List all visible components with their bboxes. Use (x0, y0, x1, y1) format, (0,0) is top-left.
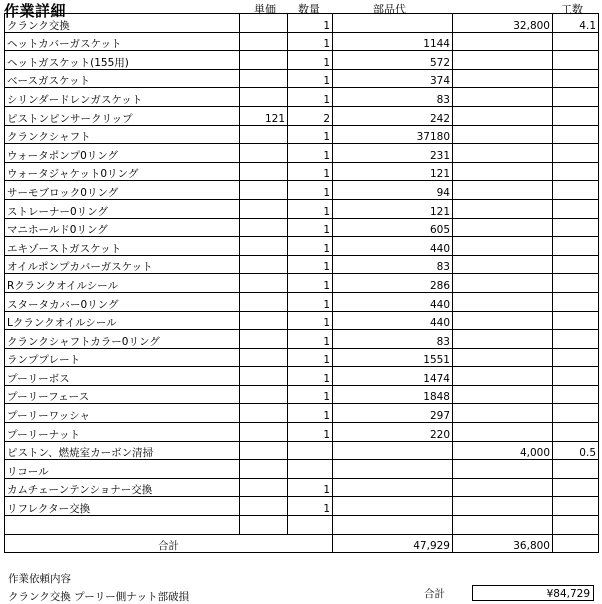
labor-hours-cell: 0.5 (553, 441, 599, 460)
quantity-cell: 1 (288, 69, 333, 88)
unit-price-cell (240, 497, 288, 516)
parts-cost-cell (333, 441, 453, 460)
unit-price-cell: 121 (240, 106, 288, 125)
item-name-cell: リコール (5, 460, 240, 479)
quantity-cell: 1 (288, 348, 333, 367)
labor-cost-cell (453, 125, 553, 144)
table-row (5, 441, 599, 460)
table-row (5, 199, 599, 218)
labor-cost-cell (453, 144, 553, 163)
item-name-cell: ベースガスケット (5, 69, 240, 88)
sheet-title: 作業詳細 (4, 2, 67, 20)
parts-cost-cell: 286 (333, 274, 453, 293)
item-name-cell: マニホールド0リング (5, 218, 240, 237)
parts-cost-cell: 440 (333, 237, 453, 256)
subtotal-row (5, 534, 599, 553)
table-row (5, 88, 599, 107)
parts-cost-cell: 94 (333, 181, 453, 200)
subtotal-empty-cell (553, 534, 599, 553)
quantity-cell: 1 (288, 162, 333, 181)
unit-price-cell (240, 199, 288, 218)
labor-cost-cell: 4,000 (453, 441, 553, 460)
detail-rows (5, 14, 599, 535)
item-name-cell: ヘットカバーガスケット (5, 32, 240, 51)
parts-cost-cell: 231 (333, 144, 453, 163)
subtotal-parts: 47,929 (333, 534, 453, 553)
labor-hours-cell (553, 237, 599, 256)
unit-price-cell (240, 69, 288, 88)
quantity-cell: 1 (288, 311, 333, 330)
labor-cost-cell (453, 460, 553, 479)
table-row (5, 292, 599, 311)
parts-cost-cell: 440 (333, 292, 453, 311)
labor-cost-cell (453, 51, 553, 70)
quantity-cell (288, 516, 333, 535)
labor-hours-cell (553, 311, 599, 330)
labor-cost-cell (453, 106, 553, 125)
table-row (5, 106, 599, 125)
unit-price-cell (240, 218, 288, 237)
header-unit-price: 単価 (254, 3, 276, 16)
quantity-cell: 1 (288, 181, 333, 200)
unit-price-cell (240, 88, 288, 107)
parts-cost-cell (333, 478, 453, 497)
labor-hours-cell (553, 404, 599, 423)
labor-cost-cell (453, 311, 553, 330)
parts-cost-cell: 1551 (333, 348, 453, 367)
item-name-cell: Lクランクオイルシール (5, 311, 240, 330)
parts-cost-cell: 121 (333, 162, 453, 181)
parts-cost-cell: 83 (333, 255, 453, 274)
table-row (5, 423, 599, 442)
unit-price-cell (240, 385, 288, 404)
labor-cost-cell (453, 330, 553, 349)
header-parts-cost: 部品代 (373, 3, 406, 16)
table-row (5, 516, 599, 535)
item-name-cell: ストレーナー0リング (5, 199, 240, 218)
labor-cost-cell (453, 199, 553, 218)
labor-cost-cell (453, 385, 553, 404)
labor-hours-cell (553, 460, 599, 479)
unit-price-cell (240, 367, 288, 386)
unit-price-cell (240, 460, 288, 479)
table-row (5, 478, 599, 497)
parts-cost-cell (333, 516, 453, 535)
item-name-cell: クランクシャフトカラー0リング (5, 330, 240, 349)
parts-cost-cell: 83 (333, 88, 453, 107)
unit-price-cell (240, 181, 288, 200)
labor-hours-cell (553, 516, 599, 535)
subtotal-labor: 36,800 (453, 534, 553, 553)
table-row (5, 311, 599, 330)
labor-cost-cell (453, 181, 553, 200)
unit-price-cell (240, 255, 288, 274)
labor-hours-cell (553, 144, 599, 163)
quantity-cell: 1 (288, 404, 333, 423)
unit-price-cell (240, 348, 288, 367)
quantity-cell: 1 (288, 292, 333, 311)
unit-price-cell (240, 423, 288, 442)
item-name-cell: サーモブロック0リング (5, 181, 240, 200)
labor-hours-cell (553, 497, 599, 516)
item-name-cell: ピストンピンサークリップ (5, 106, 240, 125)
parts-cost-cell: 605 (333, 218, 453, 237)
quantity-cell: 1 (288, 274, 333, 293)
item-name-cell: ウォータジャケット0リング (5, 162, 240, 181)
labor-hours-cell (553, 274, 599, 293)
labor-hours-cell: 4.1 (553, 14, 599, 33)
parts-cost-cell: 1848 (333, 385, 453, 404)
parts-cost-cell (333, 497, 453, 516)
table-row (5, 51, 599, 70)
detail-table (4, 13, 599, 553)
table-row (5, 385, 599, 404)
item-name-cell: プーリーボス (5, 367, 240, 386)
quantity-cell: 1 (288, 51, 333, 70)
quantity-cell (288, 460, 333, 479)
parts-cost-cell: 220 (333, 423, 453, 442)
unit-price-cell (240, 478, 288, 497)
labor-hours-cell (553, 292, 599, 311)
parts-cost-cell: 297 (333, 404, 453, 423)
parts-cost-cell: 83 (333, 330, 453, 349)
unit-price-cell (240, 441, 288, 460)
table-row (5, 348, 599, 367)
quantity-cell: 1 (288, 255, 333, 274)
labor-cost-cell (453, 162, 553, 181)
quantity-cell: 1 (288, 385, 333, 404)
labor-cost-cell (453, 88, 553, 107)
quantity-cell: 1 (288, 32, 333, 51)
unit-price-cell (240, 125, 288, 144)
quantity-cell: 1 (288, 478, 333, 497)
subtotal-label: 合計 (5, 534, 333, 553)
item-name-cell (5, 516, 240, 535)
table-row (5, 497, 599, 516)
item-name-cell: クランクシャフト (5, 125, 240, 144)
item-name-cell: プーリーフェース (5, 385, 240, 404)
unit-price-cell (240, 274, 288, 293)
parts-cost-cell: 37180 (333, 125, 453, 144)
unit-price-cell (240, 51, 288, 70)
labor-hours-cell (553, 330, 599, 349)
table-row (5, 367, 599, 386)
labor-cost-cell (453, 404, 553, 423)
labor-hours-cell (553, 255, 599, 274)
unit-price-cell (240, 144, 288, 163)
parts-cost-cell: 440 (333, 311, 453, 330)
labor-cost-cell (453, 423, 553, 442)
labor-cost-cell (453, 478, 553, 497)
quantity-cell: 1 (288, 125, 333, 144)
table-row (5, 255, 599, 274)
table-row (5, 330, 599, 349)
labor-hours-cell (553, 32, 599, 51)
table-row (5, 237, 599, 256)
quantity-cell: 1 (288, 199, 333, 218)
grand-total-value: ¥84,729 (472, 585, 594, 601)
labor-hours-cell (553, 478, 599, 497)
quantity-cell: 1 (288, 497, 333, 516)
parts-cost-cell: 374 (333, 69, 453, 88)
unit-price-cell (240, 162, 288, 181)
unit-price-cell (240, 311, 288, 330)
unit-price-cell (240, 237, 288, 256)
unit-price-cell (240, 292, 288, 311)
quantity-cell: 1 (288, 330, 333, 349)
table-row (5, 32, 599, 51)
labor-hours-cell (553, 88, 599, 107)
quantity-cell: 1 (288, 367, 333, 386)
parts-cost-cell: 1474 (333, 367, 453, 386)
table-row (5, 144, 599, 163)
labor-hours-cell (553, 199, 599, 218)
labor-hours-cell (553, 385, 599, 404)
unit-price-cell (240, 330, 288, 349)
unit-price-cell (240, 404, 288, 423)
labor-hours-cell (553, 367, 599, 386)
item-name-cell: オイルポンプカバーガスケット (5, 255, 240, 274)
labor-hours-cell (553, 181, 599, 200)
labor-cost-cell (453, 218, 553, 237)
labor-cost-cell (453, 497, 553, 516)
item-name-cell: ヘットガスケット(155用) (5, 51, 240, 70)
table-row (5, 162, 599, 181)
quantity-cell: 1 (288, 14, 333, 33)
parts-cost-cell: 121 (333, 199, 453, 218)
header-labor: 工数 (561, 3, 583, 16)
item-name-cell: シリンダードレンガスケット (5, 88, 240, 107)
item-name-cell: ランププレート (5, 348, 240, 367)
item-name-cell: ウォータポンプ0リング (5, 144, 240, 163)
labor-hours-cell (553, 125, 599, 144)
table-row (5, 181, 599, 200)
item-name-cell: プーリーナット (5, 423, 240, 442)
labor-cost-cell (453, 69, 553, 88)
parts-cost-cell: 572 (333, 51, 453, 70)
labor-cost-cell (453, 516, 553, 535)
quantity-cell: 2 (288, 106, 333, 125)
labor-hours-cell (553, 69, 599, 88)
table-row (5, 404, 599, 423)
request-text: クランク交換 プーリー側ナット部破損 (8, 591, 190, 603)
labor-cost-cell (453, 348, 553, 367)
item-name-cell: プーリーワッシャ (5, 404, 240, 423)
item-name-cell: Rクランクオイルシール (5, 274, 240, 293)
parts-cost-cell: 1144 (333, 32, 453, 51)
item-name-cell: クランク交換 (5, 14, 240, 33)
labor-cost-cell (453, 274, 553, 293)
item-name-cell: ピストン、燃焼室カーボン清掃 (5, 441, 240, 460)
quantity-cell: 1 (288, 144, 333, 163)
table-row (5, 69, 599, 88)
table-row (5, 460, 599, 479)
labor-hours-cell (553, 348, 599, 367)
labor-hours-cell (553, 423, 599, 442)
labor-cost-cell (453, 237, 553, 256)
labor-hours-cell (553, 51, 599, 70)
table-row (5, 125, 599, 144)
unit-price-cell (240, 516, 288, 535)
item-name-cell: カムチェーンテンショナー交換 (5, 478, 240, 497)
parts-cost-cell (333, 460, 453, 479)
labor-cost-cell (453, 367, 553, 386)
labor-cost-cell: 32,800 (453, 14, 553, 33)
quantity-cell: 1 (288, 88, 333, 107)
grand-total-label: 合計 (424, 588, 445, 600)
labor-cost-cell (453, 255, 553, 274)
item-name-cell: リフレクター交換 (5, 497, 240, 516)
item-name-cell: スタータカバー0リング (5, 292, 240, 311)
quantity-cell: 1 (288, 423, 333, 442)
table-row (5, 218, 599, 237)
labor-hours-cell (553, 218, 599, 237)
labor-cost-cell (453, 292, 553, 311)
table-row (5, 14, 599, 33)
labor-cost-cell (453, 32, 553, 51)
quantity-cell (288, 441, 333, 460)
item-name-cell: エキゾーストガスケット (5, 237, 240, 256)
table-row (5, 274, 599, 293)
request-label: 作業依頼内容 (8, 573, 71, 585)
header-quantity: 数量 (298, 3, 320, 16)
unit-price-cell (240, 32, 288, 51)
parts-cost-cell: 242 (333, 106, 453, 125)
unit-price-cell (240, 14, 288, 33)
quantity-cell: 1 (288, 218, 333, 237)
quantity-cell: 1 (288, 237, 333, 256)
parts-cost-cell (333, 14, 453, 33)
labor-hours-cell (553, 162, 599, 181)
labor-hours-cell (553, 106, 599, 125)
